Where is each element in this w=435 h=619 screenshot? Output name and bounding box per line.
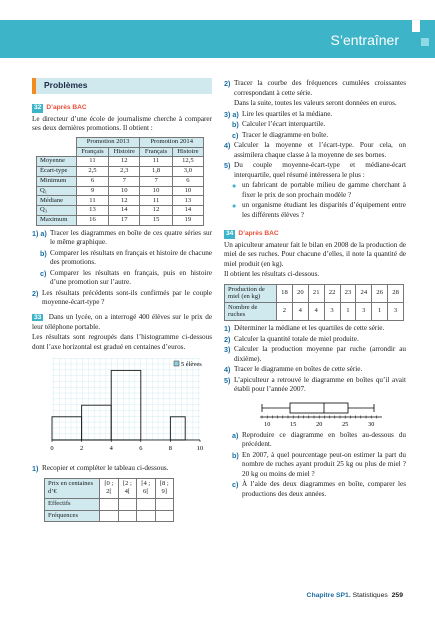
section-title bbox=[32, 78, 212, 94]
table-cell: 11 bbox=[76, 196, 108, 206]
table-cell bbox=[155, 498, 173, 510]
section-title-text: Problèmes bbox=[44, 80, 88, 91]
right-column bbox=[224, 78, 406, 500]
table-cell bbox=[100, 498, 118, 510]
table-cell: 10 bbox=[109, 186, 140, 196]
row-label: Effectifs bbox=[45, 498, 100, 510]
table-cell: 11 bbox=[76, 157, 108, 167]
table-cell: 2,3 bbox=[109, 167, 140, 177]
question bbox=[224, 451, 406, 480]
exercise-source: D’après BAC bbox=[238, 230, 279, 237]
table-cell: 1 bbox=[372, 302, 388, 320]
row-label: Prix en centaines d’€ bbox=[45, 478, 100, 498]
honey-table bbox=[224, 284, 404, 321]
table-row bbox=[37, 167, 204, 177]
question bbox=[224, 365, 406, 375]
table-row bbox=[37, 196, 204, 206]
table-cell: 19 bbox=[172, 216, 203, 226]
table-cell: 12 bbox=[140, 206, 172, 216]
question-number: 3) a) bbox=[224, 109, 239, 119]
histogram bbox=[36, 358, 212, 462]
table-cell: 13 bbox=[172, 196, 203, 206]
table-row bbox=[37, 216, 204, 226]
sub-header: Français bbox=[76, 147, 108, 157]
question bbox=[32, 269, 212, 288]
row-label: Q₃ bbox=[37, 206, 77, 216]
table-cell: 12,5 bbox=[172, 157, 203, 167]
exercise-33-text2: Dans la suite, toutes les valeurs seront données en euros. bbox=[234, 99, 397, 107]
box-tick-label: 20 bbox=[316, 420, 323, 428]
table-cell: 6 bbox=[172, 176, 203, 186]
question-text: Comparer les résultats en français, puis en histoire d’une promotion sur l’autre. bbox=[50, 268, 212, 287]
bullet-text: un fabricant de portable milieu de gamme cherchant à fixer le prix de son prochain modèle ? bbox=[242, 181, 406, 199]
exercise-34-header bbox=[224, 230, 406, 239]
table-cell: 12 bbox=[109, 196, 140, 206]
table-cell: 7 bbox=[140, 176, 172, 186]
table-cell: [4 ; 6[ bbox=[137, 478, 155, 498]
table-cell: 3 bbox=[324, 302, 340, 320]
price-table bbox=[44, 478, 174, 523]
bullet-icon: ● bbox=[232, 201, 237, 210]
question-text: Lire les quartiles et la médiane. bbox=[242, 109, 333, 118]
question-number: 5) bbox=[224, 161, 231, 170]
table-cell bbox=[137, 510, 155, 522]
exercise-number: 33 bbox=[34, 313, 42, 321]
question-text: Les résultats précédents sont-ils confirmés par le couple moyenne-écart-type ? bbox=[42, 288, 212, 307]
question-text: Calculer la quantité totale de miel produite. bbox=[234, 334, 359, 343]
table-cell: 10 bbox=[140, 186, 172, 196]
left-column bbox=[32, 78, 212, 522]
row-label: Médiane bbox=[37, 196, 77, 206]
bullet-icon: ● bbox=[232, 181, 237, 190]
table-cell: 6 bbox=[76, 176, 108, 186]
table-cell: 3 bbox=[388, 302, 404, 320]
table-cell: 12 bbox=[109, 157, 140, 167]
question-text: Tracer les diagrammes en boîte de ces quatre séries sur le même graphique. bbox=[50, 228, 212, 247]
question-number: 4) bbox=[224, 365, 231, 375]
exercise-34-text: Il obtient les résultats ci-dessous. bbox=[224, 270, 320, 279]
question-number: 1) bbox=[32, 464, 39, 474]
question-number: b) bbox=[40, 248, 47, 258]
table-cell: 20 bbox=[292, 284, 308, 302]
table-cell: 18 bbox=[277, 284, 293, 302]
bullet-item bbox=[224, 201, 406, 220]
question bbox=[224, 480, 406, 499]
question bbox=[224, 110, 406, 120]
table-cell: 17 bbox=[109, 216, 140, 226]
exercise-number: 34 bbox=[226, 230, 234, 237]
table-cell: 14 bbox=[172, 206, 203, 216]
table-cell bbox=[137, 498, 155, 510]
table-cell: 4 bbox=[308, 302, 324, 320]
row-label: Q₁ bbox=[37, 186, 77, 196]
x-tick-label: 0 bbox=[50, 445, 54, 453]
table-cell: 3 bbox=[356, 302, 372, 320]
row-label: Minimum bbox=[37, 176, 77, 186]
question-text: Tracer le diagramme en boîtes de cette série. bbox=[234, 365, 363, 374]
question bbox=[32, 249, 212, 268]
table-row bbox=[37, 157, 204, 167]
table-cell: 13 bbox=[76, 206, 108, 216]
table-cell: 28 bbox=[388, 284, 404, 302]
question-text: Du couple moyenne-écart-type et médiane-écart interquartile, quel résumé intéressera le plus : bbox=[234, 161, 406, 179]
table-corner bbox=[37, 147, 77, 157]
box-tick-label: 10 bbox=[264, 420, 271, 428]
question-number: b) bbox=[232, 450, 239, 460]
sub-header: Histoire bbox=[172, 147, 203, 157]
row-label: Moyenne bbox=[37, 157, 77, 167]
row-label: Écart-type bbox=[37, 167, 77, 177]
section-bar bbox=[32, 78, 36, 94]
question-number: 2) bbox=[224, 79, 231, 88]
row-label: Nombre de ruches bbox=[225, 302, 277, 320]
table-cell: 3,0 bbox=[172, 167, 203, 177]
table-cell: [0 ; 2[ bbox=[100, 478, 118, 498]
page-title: S’entraîner bbox=[330, 32, 399, 48]
question-text: Déterminer la médiane et les quartiles de cette série. bbox=[234, 324, 385, 333]
row-label: Production de miel (en kg) bbox=[225, 284, 277, 302]
question-number: a) bbox=[232, 430, 239, 440]
legend-label: 5 élèves bbox=[181, 361, 202, 369]
table-cell bbox=[100, 510, 118, 522]
question-text: En 2007, à quel pourcentage peut-on estimer la part du nombre de ruches ayant produit 25 kg ou plus de miel ? 20 kg ou moins de miel ? bbox=[242, 450, 406, 478]
question bbox=[224, 345, 406, 364]
header-decoration bbox=[412, 20, 420, 32]
question-text: Reproduire ce diagramme en boîtes au-dessous du précédent. bbox=[242, 430, 406, 449]
histogram-ticks bbox=[50, 440, 203, 452]
x-tick-label: 10 bbox=[196, 445, 204, 453]
question bbox=[224, 120, 406, 130]
table-cell: 11 bbox=[140, 196, 172, 206]
question-text: Calculer la production moyenne par ruche (arrondir au dixième). bbox=[234, 345, 406, 363]
sub-header: Français bbox=[140, 147, 172, 157]
table-cell: 22 bbox=[324, 284, 340, 302]
question bbox=[32, 464, 212, 474]
question-number: c) bbox=[232, 130, 239, 140]
question-number: 1) bbox=[224, 324, 231, 334]
table-cell: 21 bbox=[308, 284, 324, 302]
exercise-33-text: Les résultats sont regroupés dans l’histogramme ci-dessous dont l’axe horizontal est gradué en centaines d’euros. bbox=[32, 333, 212, 351]
table-cell: [8 ; 9] bbox=[155, 478, 173, 498]
legend-swatch bbox=[174, 361, 179, 366]
table-cell: 7 bbox=[109, 176, 140, 186]
question-number: b) bbox=[232, 120, 239, 129]
question-text: À l’aide des deux diagrammes en boîte, comparer les productions des deux années. bbox=[242, 480, 406, 498]
question-text: Calculer la moyenne et l’écart-type. Pour cela, on assimilera chaque classe à la moyenne de ses bornes. bbox=[234, 141, 406, 159]
exercise-source: D’après BAC bbox=[46, 104, 87, 111]
exercise-34-intro: Un apiculteur amateur fait le bilan en 2008 de la production de miel de ses ruches. Pour chacune d’elles, il note la quantité de miel produit (en kg). bbox=[224, 240, 406, 268]
question-text: Comparer les résultats en français et histoire de chacune des promotions. bbox=[50, 248, 212, 267]
question bbox=[224, 324, 406, 334]
table-row bbox=[37, 206, 204, 216]
question bbox=[32, 289, 212, 308]
table-cell: 1,8 bbox=[140, 167, 172, 177]
question-text: Tracer le diagramme en boîte. bbox=[242, 130, 329, 139]
table-cell: 10 bbox=[172, 186, 203, 196]
table-cell: 16 bbox=[76, 216, 108, 226]
question-number: 1) a) bbox=[32, 228, 47, 238]
exercise-33-intro bbox=[32, 313, 212, 332]
footer-chapter: Chapitre SP1. bbox=[306, 592, 351, 599]
question-text: Tracer la courbe des fréquences cumulées croissantes correspondant à cette série. bbox=[234, 79, 406, 97]
table-cell bbox=[155, 510, 173, 522]
page-footer bbox=[307, 592, 403, 601]
table-cell: [2 ; 4[ bbox=[118, 478, 136, 498]
promotion-table bbox=[36, 137, 204, 226]
question bbox=[224, 79, 406, 98]
table-cell: 23 bbox=[340, 284, 356, 302]
box-tick-label: 25 bbox=[342, 420, 349, 428]
bullet-text: un organisme étudiant les disparités d’équipement entre les différents élèves ? bbox=[242, 201, 406, 219]
sub-header: Histoire bbox=[109, 147, 140, 157]
footer-subject: Statistiques bbox=[352, 592, 388, 599]
box-plot-2007 bbox=[256, 399, 386, 429]
table-cell bbox=[118, 498, 136, 510]
question bbox=[224, 335, 406, 345]
question-text: L’apiculteur a retrouvé le diagramme en boîtes qu’il avait établi pour l’année 2007. bbox=[234, 375, 406, 394]
table-cell: 26 bbox=[372, 284, 388, 302]
box-tick-label: 15 bbox=[290, 420, 297, 428]
question bbox=[224, 131, 406, 141]
question-text: Recopier et compléter le tableau ci-dessous. bbox=[42, 464, 169, 473]
box-tick-label: 30 bbox=[368, 420, 375, 428]
question-number: 3) bbox=[224, 345, 231, 355]
question bbox=[224, 161, 406, 180]
table-cell: 15 bbox=[140, 216, 172, 226]
table-cell: 1 bbox=[340, 302, 356, 320]
table-cell: 2 bbox=[277, 302, 293, 320]
row-label: Maximum bbox=[37, 216, 77, 226]
question-number: 4) bbox=[224, 141, 231, 150]
table-cell: 2,5 bbox=[76, 167, 108, 177]
question bbox=[32, 229, 212, 248]
question-text: Calculer l’écart interquartile. bbox=[242, 120, 326, 128]
group-header: Promotion 2013 bbox=[76, 137, 140, 147]
table-cell: 14 bbox=[109, 206, 140, 216]
page-number: 259 bbox=[391, 592, 403, 599]
table-cell bbox=[118, 510, 136, 522]
question-number: 2) bbox=[224, 334, 231, 344]
table-corner bbox=[37, 137, 77, 147]
question bbox=[224, 431, 406, 450]
question-number: c) bbox=[40, 268, 47, 278]
bullet-item bbox=[224, 181, 406, 200]
table-cell: 9 bbox=[76, 186, 108, 196]
question-number: 5) bbox=[224, 375, 231, 385]
question-number: c) bbox=[232, 480, 239, 490]
box-rect bbox=[290, 403, 348, 413]
exercise-32-header bbox=[32, 104, 212, 113]
question-number: 2) bbox=[32, 288, 39, 298]
x-tick-label: 8 bbox=[168, 445, 173, 453]
box-ticks bbox=[262, 415, 376, 428]
row-label: Fréquences bbox=[45, 510, 100, 522]
table-cell: 4 bbox=[292, 302, 308, 320]
question bbox=[224, 376, 406, 395]
x-tick-label: 4 bbox=[109, 445, 113, 453]
x-tick-label: 2 bbox=[79, 445, 84, 453]
table-cell: 11 bbox=[140, 157, 172, 167]
table-cell: 24 bbox=[356, 284, 372, 302]
x-tick-label: 6 bbox=[139, 445, 143, 453]
table-row bbox=[37, 186, 204, 196]
header-decoration-small bbox=[421, 38, 429, 46]
group-header: Promotion 2014 bbox=[140, 137, 204, 147]
question bbox=[224, 141, 406, 160]
exercise-number: 32 bbox=[34, 104, 42, 111]
table-row bbox=[37, 176, 204, 186]
exercise-33-intro-text: Dans un lycée, on a interrogé 400 élèves sur le prix de leur téléphone portable. bbox=[32, 312, 213, 331]
exercise-32-intro: Le directeur d’une école de journalisme cherche à comparer ses deux dernières promotions. Il obtient : bbox=[32, 114, 212, 133]
